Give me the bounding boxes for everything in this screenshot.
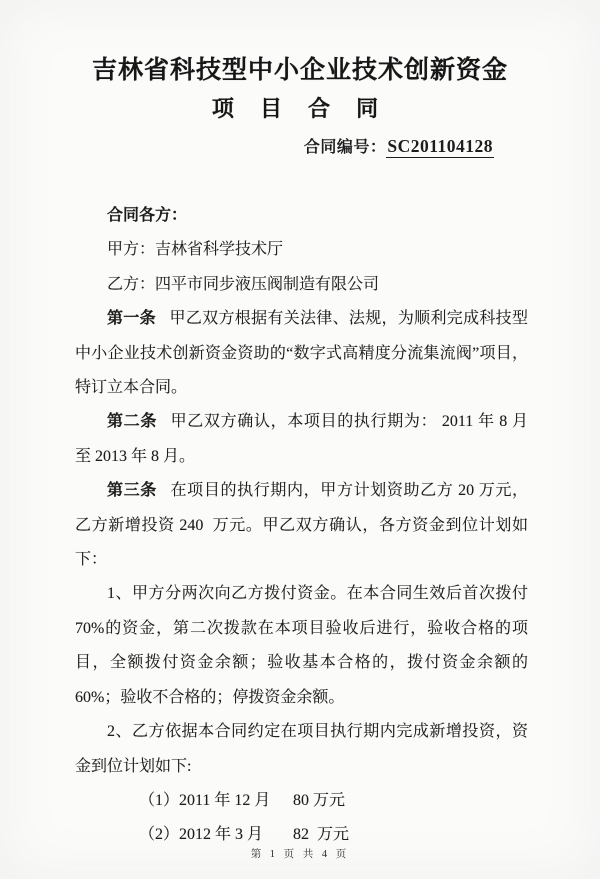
party-a-line: 甲方：吉林省科学技术厅 <box>107 241 284 259</box>
contract-number-row <box>0 134 600 157</box>
article-2 <box>75 405 528 474</box>
clause-2: 2、乙方依据本合同约定在项目执行期内完成新增投资，资金到位计划如下: <box>75 723 528 775</box>
article-3-text: 在项目的执行期内，甲方计划资助乙方 20 万元，乙方新增投资 240 万元。甲乙双方确认，各方资金到位计划如下： <box>75 482 528 569</box>
clause-1: 1、甲方分两次向乙方拨付资金。在本合同生效后首次拨付 70%的资金，第二次拨款在本项目验收后进行，验收合格的项目，全额拨付资金余额；验收基本合格的，拨付资金余额的 60%；验收不合格的；停拨资金余额。 <box>75 585 528 706</box>
contract-number-value: SC201104128 <box>387 136 493 156</box>
contract-number-label: 合同编号： <box>303 139 387 156</box>
parties-heading: 合同各方： <box>107 207 188 224</box>
article-1-label: 第一条 <box>107 310 156 328</box>
article-1-text: 甲乙双方根据有关法律、法规，为顺利完成科技型中小企业技术创新资金资助的“数字式高精度分流集流阀”项目，特订立本合同。 <box>75 310 528 397</box>
article-3-label: 第三条 <box>107 482 157 500</box>
schedule-row-1 <box>75 784 528 818</box>
document-title-line2: 项 目 合 同 <box>211 96 389 121</box>
schedule-1-amount: 80 万元 <box>293 791 346 809</box>
schedule-2-amount: 82 万元 <box>293 826 350 844</box>
document-title-line1: 吉林省科技型中小企业技术创新资金 <box>91 56 508 84</box>
article-2-text: 甲乙双方确认，本项目的执行期为： 2011 年 8 月 至 2013 年 8 月。 <box>75 413 528 465</box>
article-1 <box>75 302 528 405</box>
schedule-2-date: （2）2012 年 3 月 <box>139 826 264 844</box>
schedule-1-date: （1）2011 年 12 月 <box>139 791 271 809</box>
article-2-label: 第二条 <box>107 413 157 431</box>
contract-body <box>0 199 600 853</box>
party-b-line: 乙方：四平市同步液压阀制造有限公司 <box>107 275 380 293</box>
article-3 <box>75 474 528 577</box>
page-number-footer: 第 1 页 共 4 页 <box>250 849 350 860</box>
